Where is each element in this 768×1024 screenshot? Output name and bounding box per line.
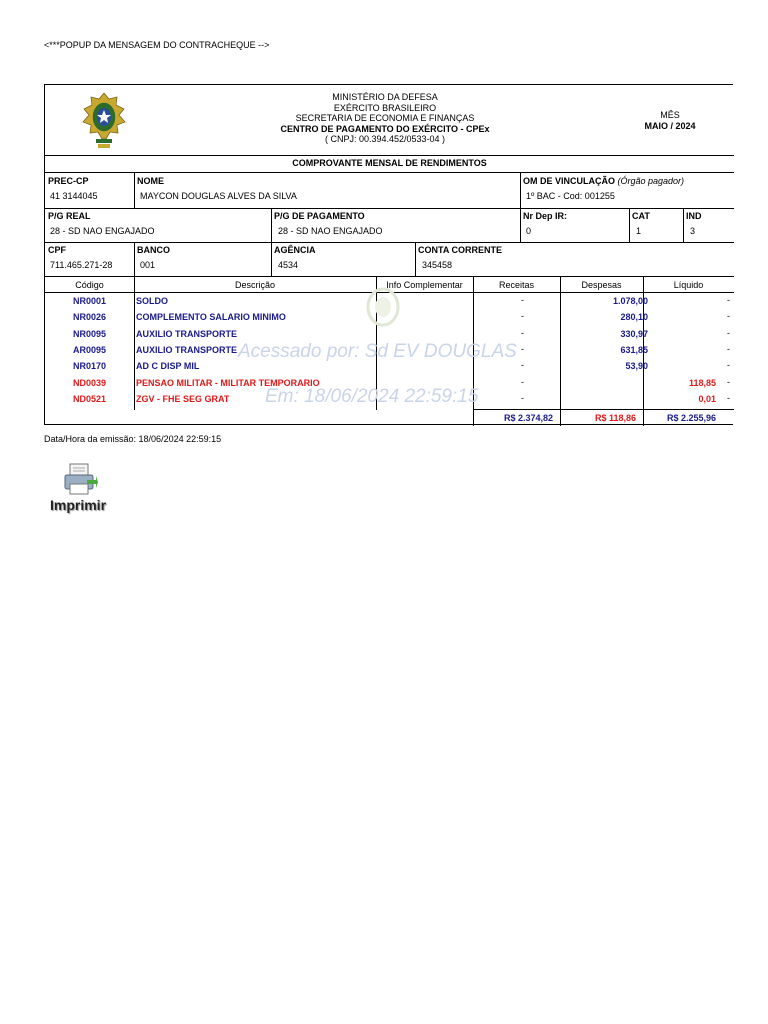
row-liquido: [643, 293, 716, 309]
ind-value: 3: [690, 226, 696, 236]
header-line-4: CENTRO DE PAGAMENTO DO EXÉRCITO - CPEx: [280, 123, 490, 134]
row-code: ND0521: [72, 393, 107, 404]
total-liquido: R$ 2.255,96: [666, 413, 716, 423]
banco-value: 001: [140, 260, 156, 270]
row-receitas: -: [521, 343, 524, 354]
row-end-marker: -: [727, 343, 730, 354]
col-header-codigo: Código: [75, 280, 104, 290]
row-code: NR0095: [72, 328, 107, 339]
month-label: MÊS: [660, 110, 680, 120]
header-line-1: MINISTÉRIO DA DEFESA: [332, 92, 438, 102]
row-despesas: [560, 375, 648, 391]
col-header-descricao: Descrição: [234, 280, 275, 290]
row-despesas: 1.078,00: [612, 296, 648, 306]
row-liquido: [643, 358, 716, 374]
row-despesas: 53,90: [625, 361, 648, 372]
row-description: PENSAO MILITAR - MILITAR TEMPORARIO: [136, 377, 320, 388]
row-despesas: 280,10: [620, 312, 648, 323]
cpf-value: 711.465.271-28: [50, 260, 113, 270]
row-code: NR0026: [72, 312, 107, 323]
row-description: COMPLEMENTO SALARIO MINIMO: [136, 312, 286, 323]
nr-dep-ir-label: Nr Dep IR:: [523, 211, 568, 221]
agencia-value: 4534: [278, 260, 299, 270]
row-code: NR0170: [72, 361, 107, 372]
print-button[interactable]: [48, 462, 118, 517]
printer-icon: [62, 462, 98, 498]
pg-real-value: 28 - SD NAO ENGAJADO: [50, 226, 155, 236]
header-line-3: SECRETARIA DE ECONOMIA E FINANÇAS: [295, 113, 475, 124]
row-end-marker: -: [727, 376, 730, 387]
row-code: ND0039: [72, 377, 107, 388]
row-liquido: [643, 326, 716, 342]
document-title: COMPROVANTE MENSAL DE RENDIMENTOS: [45, 155, 734, 173]
header-month: [625, 110, 715, 131]
cpf-label: CPF: [48, 245, 66, 255]
conta-label: CONTA CORRENTE: [418, 245, 502, 255]
emission-datetime: Data/Hora da emissão: 18/06/2024 22:59:15: [44, 434, 222, 444]
row-description: AD C DISP MIL: [136, 361, 200, 372]
row-receitas: -: [521, 295, 524, 305]
row-liquido: [643, 342, 716, 358]
row-receitas: -: [521, 311, 524, 322]
paystub-document: [44, 84, 733, 425]
row-receitas: -: [521, 360, 524, 371]
row-liquido: 0,01: [698, 393, 716, 404]
row-despesas: [560, 391, 648, 407]
cat-value: 1: [636, 226, 642, 236]
row-receitas: -: [521, 376, 524, 387]
print-label: Imprimir: [50, 497, 107, 513]
watermark-accessed-by: Acessado por: Sd EV DOUGLAS: [238, 341, 517, 362]
ind-label: IND: [686, 211, 702, 221]
prec-cp-label: PREC-CP: [48, 176, 89, 186]
pg-real-label: P/G REAL: [48, 211, 91, 221]
row-receitas: -: [521, 392, 524, 403]
row-despesas: 631,85: [620, 344, 648, 355]
col-header-receitas: Receitas: [498, 280, 534, 290]
row-description: ZGV - FHE SEG GRAT: [136, 393, 230, 404]
row-end-marker: -: [727, 360, 730, 371]
total-despesas: R$ 118,86: [594, 413, 636, 423]
header-line-5: ( CNPJ: 00.394.452/0533-04 ): [324, 134, 446, 145]
pg-pagamento-value: 28 - SD NAO ENGAJADO: [278, 226, 383, 236]
col-header-despesas: Despesas: [581, 280, 622, 290]
nome-label: NOME: [137, 176, 164, 186]
om-label-text: OM DE VINCULAÇÃO: [523, 176, 615, 186]
prec-cp-value: 41 3144045: [50, 191, 98, 201]
total-receitas: R$ 2.374,82: [503, 413, 553, 423]
row-end-marker: -: [727, 311, 730, 322]
row-liquido: [643, 309, 716, 325]
banco-label: BANCO: [137, 245, 170, 255]
row-end-marker: -: [727, 295, 730, 305]
nr-dep-ir-value: 0: [526, 226, 532, 236]
nome-value: MAYCON DOUGLAS ALVES DA SILVA: [140, 191, 297, 201]
row-code: NR0001: [72, 296, 107, 306]
document-header: [45, 85, 734, 156]
watermark-timestamp: Em: 18/06/2024 22:59:15: [265, 386, 479, 407]
row-despesas: 330,97: [620, 328, 648, 339]
month-value: MAIO / 2024: [644, 120, 696, 131]
cat-label: CAT: [632, 211, 650, 221]
army-crest-icon: [79, 89, 129, 151]
col-header-liquido: Líquido: [673, 280, 704, 290]
conta-value: 345458: [422, 260, 453, 270]
row-end-marker: -: [727, 392, 730, 403]
col-header-info: Info Complementar: [386, 280, 463, 290]
om-label-note: (Órgão pagador): [617, 176, 685, 186]
row-code: AR0095: [72, 344, 107, 355]
row-receitas: -: [521, 327, 524, 338]
row-liquido: 118,85: [688, 377, 716, 388]
row-end-marker: -: [727, 327, 730, 338]
agencia-label: AGÊNCIA: [274, 245, 316, 255]
om-label: [520, 173, 684, 186]
popup-comment: <***POPUP DA MENSAGEM DO CONTRACHEQUE -->: [44, 40, 270, 50]
header-line-2: EXÉRCITO BRASILEIRO: [333, 102, 437, 113]
pg-pagamento-label: P/G DE PAGAMENTO: [274, 211, 365, 221]
row-description: AUXILIO TRANSPORTE: [136, 344, 238, 355]
row-description: AUXILIO TRANSPORTE: [136, 328, 238, 339]
header-institution: [235, 92, 535, 145]
row-description: SOLDO: [136, 296, 169, 306]
om-value: 1º BAC - Cod: 001255: [526, 191, 615, 201]
